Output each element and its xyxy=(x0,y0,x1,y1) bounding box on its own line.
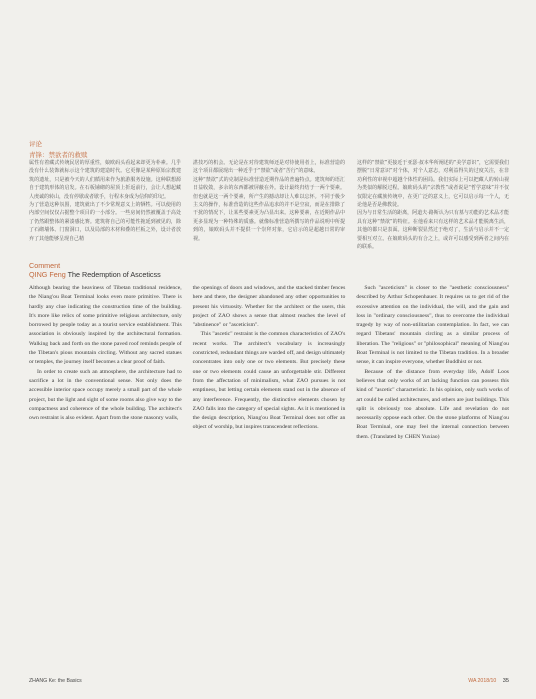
chinese-column-1 xyxy=(29,159,181,251)
english-paragraph: the openings of doors and windows, and the stacked timber fences here and there, the designer abandoned any other opportunities to present his virtuosity. Whether for the architect or the users, this project of ZAO shows a sense that almost reaches the level of "abstinence" or "asceticism". xyxy=(192,285,346,329)
english-paragraph: Although bearing the heaviness of Tibetan traditional residence, the Niang'ou Boat Terminal looks even more primitive. There is hardly any clue indicating the construction time of the building. It's more like relics of some primitive religious architecture, only borrowed by people today as a tourist service establishment. This association is obviously inspired by the architectural formation. Walking back and forth on the stone paved roof reminds people of the Tibetan's pious mountain circling. Without any sacred statues or temples, the journey itself becomes a clear proof of faith. xyxy=(29,285,182,366)
chinese-comment-section xyxy=(29,139,509,251)
chinese-column-2-text: 湛技巧的机会。无论是在对待建筑师还是对待使用者上，标准营造的这个项目都展现出一种近乎于“禁欲”或者“苦行”的意味。 这种“禁欲”式的克制是标准营造近期作品的普遍特点。建筑师的语汇日益收敛，多余的东西都被屏蔽在外。设计最终归结于一两个要素。但也就是这一两个要素，所产生的撼动却让人难以忘怀。不同于极少主义的操作，标准营造的这些作品追求的并不是空寂，而是在排除了干扰的情况下，让某些要素更为凸显出来。这种要素，在近期作品中更多显现为一种特殊的质感。就像标准营造所撰写的作品说明中所提到的，娘欧码头并不提供一个崇拜对象，它启示的是超越日常的审视。 xyxy=(193,160,345,242)
english-paragraph: Because of the distance from everyday life, Adolf Loos believes that only works of art lacking function can possess this kind of "ascetic" characteristic. In his opinion, only such works of art could be called architectures, and others are just buildings. This split is obviously too absolute. Life and revelation do not necessarily oppose each other. On the stone platforms of Niang'ou Boat Terminal, one may feel the internal connection between them. (Translated by CHEN Yuxiao) xyxy=(356,368,510,440)
english-comment-section xyxy=(29,261,509,442)
english-paragraph: This "ascetic" restraint is the common characteristics of ZAO's recent works. The architect's vocabulary is increasingly constricted, redundant things are warded off, and design ultimately concentrates into only one or two elements. But precisely these one or two elements could cause an unforgettable stir. Different from the affectation of minimalism, what ZAO pursues is not emptiness, but letting certain elements stand out in the absence of any interference. Frequently, the distinctive elements chosen by ZAO falls into the category of special sights. As it is mentioned in the design description, Niang'ou Boat Terminal does not offer an object of worship, but inspires transcendent reflections. xyxy=(192,331,346,431)
english-paragraph: Such "asceticism" is closer to the "aesthetic consciousness" described by Arthur Schopenhauer. It requires us to get rid of the excessive attention on the individual, the will, and the gain and loss in "ordinary consciousness", thus to overcome the individual tragedy by way of non-utilitarian contemplation. In fact, we can regard Tibetans' mountain circling as a similar process of liberation. The "religious" or "philosophical" meaning of Niang'ou Boat Terminal is not limited to the Tibetan tradition. In a broader sense, it can inspire everyone, whether Buddhist or not. xyxy=(356,285,510,366)
chinese-heading xyxy=(29,139,509,159)
english-label: Comment xyxy=(29,261,61,270)
english-column-3 xyxy=(356,284,509,442)
english-column-2 xyxy=(193,284,346,442)
page-number: 35 xyxy=(502,678,509,684)
chinese-columns xyxy=(29,159,509,251)
issue-label: WA 2018/10 xyxy=(468,678,497,684)
page-info xyxy=(468,678,509,684)
english-paragraph: In order to create such an atmosphere, the architecture had to sacrifice a lot in the conventional sense. Not only does the accessible interior space occupy merely a small part of the whole project, but the light and sight of some rooms also give way to the compactness and coherence of the whole building. The architect's own restraint is also evident. Apart from the stone masonry walls, xyxy=(29,368,182,422)
chinese-column-1-text: 属性有着藏式传统民居的厚重性，娘欧码头看起来却更为朴素。几乎没有什么装饰就标示这个建筑的建造时代。它更像是某种原始宗教建筑的遗址，只是被今天的人们循用来作为旅游服务设施。这种联想源自于建筑形体的启发。在石板铺砌的屋顶上折返前行，会让人想起藏人虔诚的转山，没有停歇或者歇手，行程本身成为信仰的印记。 为了营造这种氛围，建筑就出了不少常规意义上的牺牲。可以使用的内部空间仅仅占据整个项目的一小部分。一些房间仍然被覆盖于高处了仍然跟整体的紧凑感比赛。建筑将自己的可能性拖延到被见的，除了石砌墙体、门窗洞口，以及局部的木材和叠的栏板之外，设计者放弃了其他能够呈现自己精 xyxy=(29,160,181,242)
english-title: The Redemption of Asceticss xyxy=(67,270,161,279)
english-author: QING Feng xyxy=(29,270,66,279)
english-heading xyxy=(29,261,509,279)
chinese-label: 评论 xyxy=(29,140,42,148)
chinese-column-3-text: 这样的“禁欲”更接近于亚瑟·叔本华所阐述的“美学意识”，它需要我们摆脱“日常意识”对个体，对个人意志，对利益得失的过度关注，在非功利性的审视中超越个体性的困局。我们实际上可以把藏人的转山视为类似的解脱过程。娘欧码头的“宗教性”或者说是“哲学意味”并不仅仅限定在藏族传统中，在更广泛的意义上，它可以启示每一个人，无论他是否是佛教徒。 因为与日常生活的距离，阿道夫·路斯认为只有墓与功能的艺术品才能具有这种“禁欲”的特征。在他看来只有这样的艺术品才能脱离生活，其他的都只是表面。这种断裂显然过于绝对了，生活与启示并不一定要相互对立。在娘欧码头的有合之上，或许可以感受到两者之间内在的联系。 xyxy=(357,160,509,251)
chinese-title: 青锋：禁欲者的救赎 xyxy=(29,151,88,159)
chinese-column-3 xyxy=(357,159,509,251)
english-columns xyxy=(29,284,509,442)
chinese-column-2 xyxy=(193,159,345,251)
english-column-1 xyxy=(29,284,182,442)
running-title: ZHANG Ke: the Basics xyxy=(29,678,82,684)
